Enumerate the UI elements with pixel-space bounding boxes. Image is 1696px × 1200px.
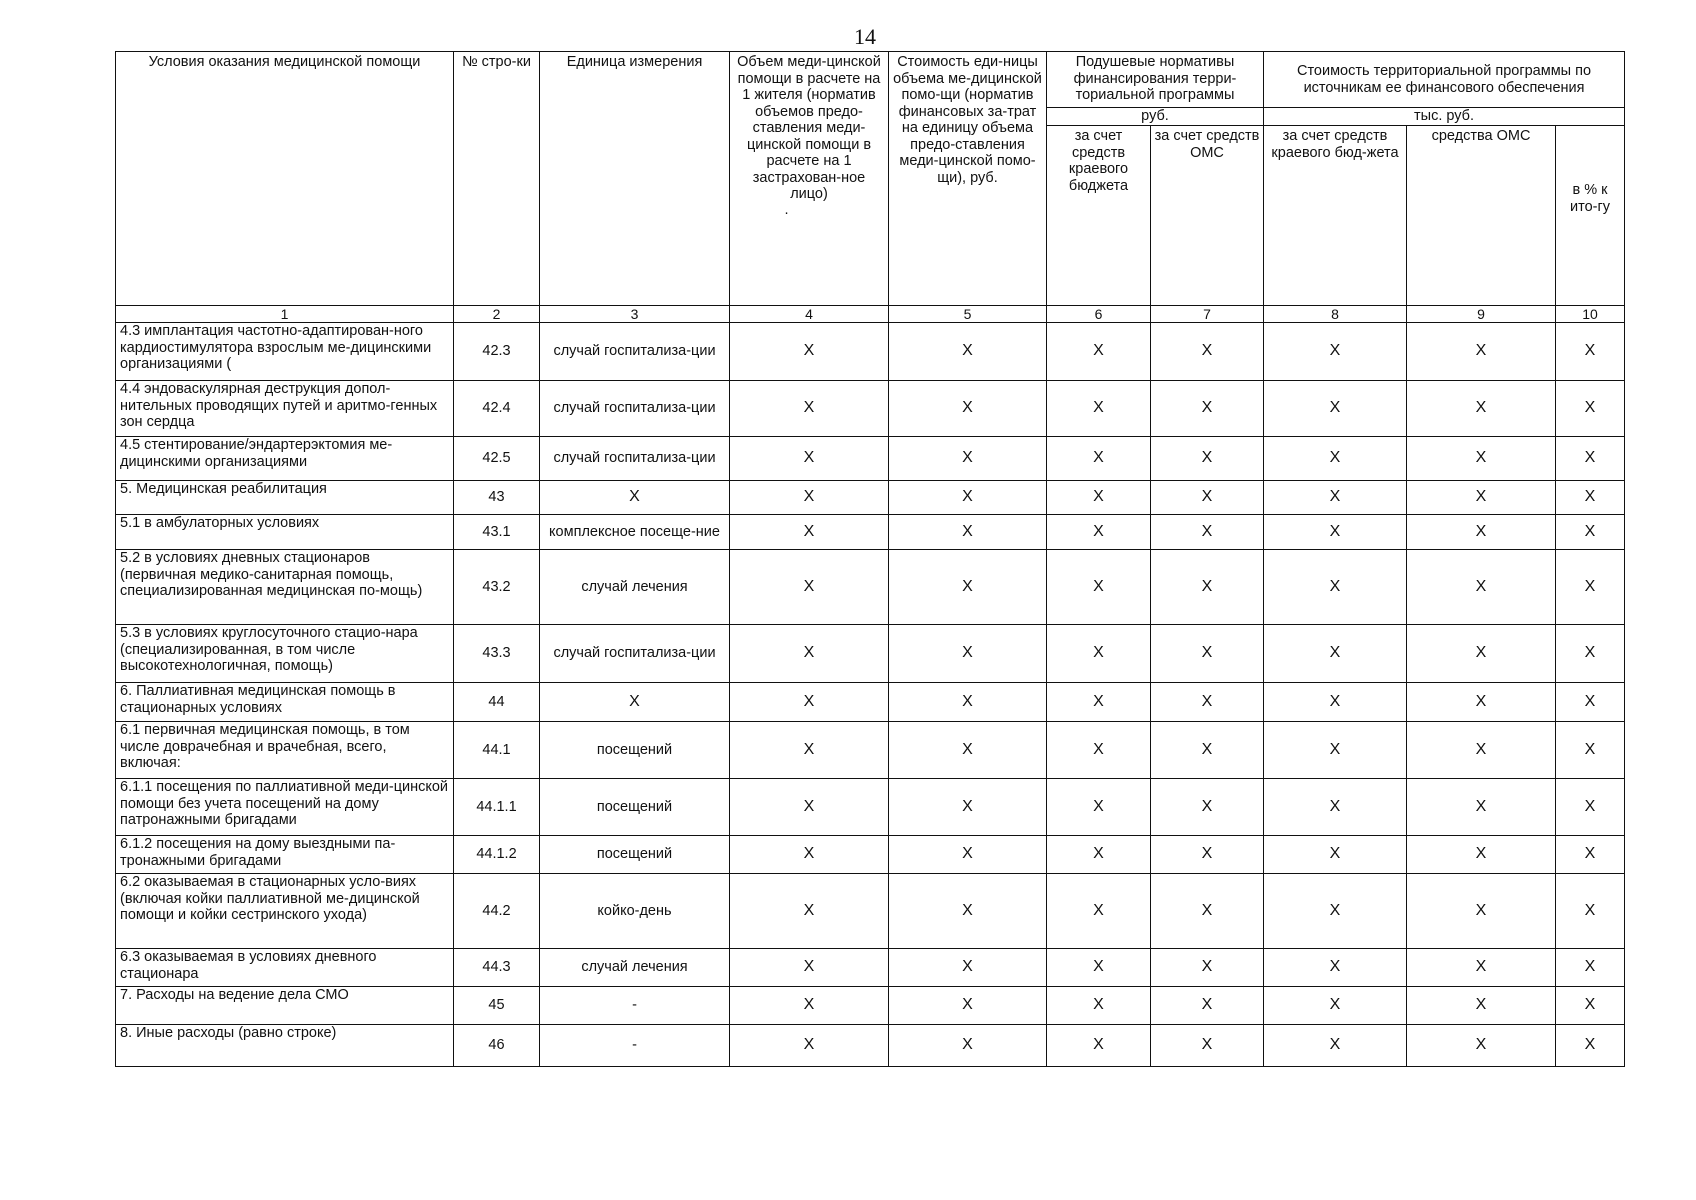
table-row: [116, 836, 1625, 874]
row-value-col4: X: [730, 874, 889, 949]
row-condition: 6.1.1 посещения по паллиативной меди-цинской помощи без учета посещений на дому патронажными бригадами: [116, 779, 454, 836]
row-value-col5: X: [889, 874, 1047, 949]
header-volume-text: Объем меди-цинской помощи в расчете на 1 жителя (норматив объемов предо-ставления меди-цинской помощи в расчете на 1 застрахован-ное лицо): [737, 54, 881, 202]
row-value-col5: X: [889, 550, 1047, 625]
row-value-col8: X: [1264, 1025, 1407, 1067]
row-value-col6: X: [1047, 437, 1151, 481]
row-value-col7: X: [1151, 437, 1264, 481]
row-value-col4: X: [730, 515, 889, 550]
header-cost: Стоимость еди-ницы объема ме-дицинской помо-щи (норматив финансовых за-трат на единицу объема предо-ставления меди-цинской помо-щи), руб.: [889, 52, 1047, 306]
row-value-col5: X: [889, 515, 1047, 550]
row-condition: 8. Иные расходы (равно строке): [116, 1025, 454, 1067]
row-value-col4: X: [730, 779, 889, 836]
row-condition: 5.3 в условиях круглосуточного стацио-нара (специализированная, в том числе высокотехнологичная, помощь): [116, 625, 454, 683]
row-unit: комплексное посеще-ние: [540, 515, 730, 550]
row-value-col7: X: [1151, 722, 1264, 779]
column-number: 4: [730, 306, 889, 323]
header-col8: за счет средств краевого бюд-жета: [1264, 126, 1407, 306]
row-value-col10: X: [1556, 779, 1625, 836]
row-value-col6: X: [1047, 625, 1151, 683]
row-value-col4: X: [730, 550, 889, 625]
header-row-number: № стро-ки: [454, 52, 540, 306]
column-number-row: [116, 306, 1625, 323]
row-condition: 6.1.2 посещения на дому выездными па-тронажными бригадами: [116, 836, 454, 874]
row-unit: посещений: [540, 722, 730, 779]
row-value-col9: X: [1407, 1025, 1556, 1067]
row-value-col9: X: [1407, 481, 1556, 515]
row-condition: 4.3 имплантация частотно-адаптирован-ного кардиостимулятора взрослым ме-дицинскими организациями (: [116, 323, 454, 381]
row-condition: 6. Паллиативная медицинская помощь в стационарных условиях: [116, 683, 454, 722]
row-value-col6: X: [1047, 515, 1151, 550]
row-value-col8: X: [1264, 625, 1407, 683]
row-number: 43.3: [454, 625, 540, 683]
row-number: 44.3: [454, 949, 540, 987]
row-value-col8: X: [1264, 949, 1407, 987]
row-value-col10: X: [1556, 323, 1625, 381]
column-number: 7: [1151, 306, 1264, 323]
row-value-col9: X: [1407, 381, 1556, 437]
table-body: [116, 323, 1625, 1067]
row-value-col6: X: [1047, 779, 1151, 836]
row-value-col10: X: [1556, 836, 1625, 874]
table-row: [116, 515, 1625, 550]
row-value-col10: X: [1556, 481, 1625, 515]
row-value-col10: X: [1556, 949, 1625, 987]
row-value-col6: X: [1047, 683, 1151, 722]
row-value-col7: X: [1151, 987, 1264, 1025]
row-value-col9: X: [1407, 874, 1556, 949]
row-value-col9: X: [1407, 323, 1556, 381]
row-value-col7: X: [1151, 836, 1264, 874]
table-row: [116, 722, 1625, 779]
column-number: 2: [454, 306, 540, 323]
header-volume: [730, 52, 889, 306]
header-program-cost: Стоимость территориальной программы по источникам ее финансового обеспечения: [1264, 52, 1625, 108]
header-per-capita-unit: руб.: [1047, 108, 1264, 126]
table-row: [116, 381, 1625, 437]
table-row: [116, 874, 1625, 949]
row-value-col9: X: [1407, 836, 1556, 874]
row-value-col5: X: [889, 1025, 1047, 1067]
row-value-col4: X: [730, 1025, 889, 1067]
row-number: 44.2: [454, 874, 540, 949]
row-condition: 7. Расходы на ведение дела СМО: [116, 987, 454, 1025]
header-volume-dot: ·: [784, 204, 789, 221]
row-number: 42.4: [454, 381, 540, 437]
header-per-capita: Подушевые нормативы финансирования терри-ториальной программы: [1047, 52, 1264, 108]
row-value-col4: X: [730, 323, 889, 381]
row-condition: 4.5 стентирование/эндартерэктомия ме-дицинскими организациями: [116, 437, 454, 481]
row-condition: 6.2 оказываемая в стационарных усло-виях (включая койки паллиативной ме-дицинской помощи и койки сестринского ухода): [116, 874, 454, 949]
row-value-col8: X: [1264, 987, 1407, 1025]
row-value-col9: X: [1407, 550, 1556, 625]
row-value-col5: X: [889, 722, 1047, 779]
header-col6: за счет средств краевого бюджета: [1047, 126, 1151, 306]
row-unit: случай госпитализа-ции: [540, 323, 730, 381]
row-value-col6: X: [1047, 987, 1151, 1025]
table-row: [116, 323, 1625, 381]
row-value-col5: X: [889, 437, 1047, 481]
row-value-col8: X: [1264, 381, 1407, 437]
row-number: 44.1.2: [454, 836, 540, 874]
row-value-col4: X: [730, 987, 889, 1025]
row-value-col7: X: [1151, 874, 1264, 949]
row-condition: 5.2 в условиях дневных стационаров (первичная медико-санитарная помощь, специализированная медицинская по-мощь): [116, 550, 454, 625]
row-value-col4: X: [730, 836, 889, 874]
row-value-col5: X: [889, 323, 1047, 381]
row-value-col6: X: [1047, 550, 1151, 625]
row-value-col9: X: [1407, 625, 1556, 683]
row-value-col9: X: [1407, 515, 1556, 550]
row-value-col7: X: [1151, 323, 1264, 381]
row-number: 44.1.1: [454, 779, 540, 836]
row-value-col6: X: [1047, 381, 1151, 437]
row-value-col5: X: [889, 779, 1047, 836]
row-value-col8: X: [1264, 722, 1407, 779]
table-row: [116, 779, 1625, 836]
row-unit: посещений: [540, 836, 730, 874]
header-conditions: Условия оказания медицинской помощи: [116, 52, 454, 306]
row-unit: случай лечения: [540, 550, 730, 625]
row-value-col4: X: [730, 625, 889, 683]
row-value-col8: X: [1264, 836, 1407, 874]
row-value-col7: X: [1151, 779, 1264, 836]
row-value-col4: X: [730, 722, 889, 779]
row-value-col8: X: [1264, 481, 1407, 515]
row-condition: 4.4 эндоваскулярная деструкция допол-нительных проводящих путей и аритмо-генных зон сердца: [116, 381, 454, 437]
header-col10: в % к ито-гу: [1556, 126, 1625, 306]
row-unit: X: [540, 481, 730, 515]
row-value-col8: X: [1264, 515, 1407, 550]
column-number: 10: [1556, 306, 1625, 323]
row-value-col9: X: [1407, 779, 1556, 836]
header-col9: средства ОМС: [1407, 126, 1556, 306]
row-value-col10: X: [1556, 683, 1625, 722]
row-value-col5: X: [889, 987, 1047, 1025]
row-value-col10: X: [1556, 515, 1625, 550]
row-number: 46: [454, 1025, 540, 1067]
row-unit: случай госпитализа-ции: [540, 437, 730, 481]
column-number: 9: [1407, 306, 1556, 323]
row-value-col6: X: [1047, 874, 1151, 949]
row-value-col6: X: [1047, 481, 1151, 515]
row-value-col5: X: [889, 683, 1047, 722]
row-unit: случай лечения: [540, 949, 730, 987]
row-number: 43.2: [454, 550, 540, 625]
row-unit: X: [540, 683, 730, 722]
row-condition: 6.1 первичная медицинская помощь, в том числе доврачебная и врачебная, всего, включая:: [116, 722, 454, 779]
header-program-cost-unit: тыс. руб.: [1264, 108, 1625, 126]
row-value-col9: X: [1407, 987, 1556, 1025]
row-value-col10: X: [1556, 550, 1625, 625]
row-value-col9: X: [1407, 949, 1556, 987]
row-condition: 6.3 оказываемая в условиях дневного стационара: [116, 949, 454, 987]
row-value-col4: X: [730, 683, 889, 722]
row-unit: случай госпитализа-ции: [540, 625, 730, 683]
row-value-col6: X: [1047, 323, 1151, 381]
row-value-col4: X: [730, 949, 889, 987]
row-value-col10: X: [1556, 437, 1625, 481]
row-value-col4: X: [730, 381, 889, 437]
table-row: [116, 949, 1625, 987]
table-row: [116, 683, 1625, 722]
row-value-col10: X: [1556, 722, 1625, 779]
row-value-col8: X: [1264, 550, 1407, 625]
row-value-col5: X: [889, 481, 1047, 515]
row-value-col7: X: [1151, 481, 1264, 515]
column-number: 1: [116, 306, 454, 323]
row-value-col5: X: [889, 836, 1047, 874]
table-row: [116, 625, 1625, 683]
row-value-col10: X: [1556, 874, 1625, 949]
page-number: 14: [854, 24, 876, 49]
header-unit: Единица измерения: [540, 52, 730, 306]
table-row: [116, 1025, 1625, 1067]
row-unit: случай госпитализа-ции: [540, 381, 730, 437]
column-number: 5: [889, 306, 1047, 323]
header-col7: за счет средств ОМС: [1151, 126, 1264, 306]
row-value-col7: X: [1151, 515, 1264, 550]
row-value-col10: X: [1556, 381, 1625, 437]
row-value-col4: X: [730, 481, 889, 515]
row-value-col7: X: [1151, 625, 1264, 683]
row-value-col10: X: [1556, 987, 1625, 1025]
funding-table: [115, 51, 1625, 1067]
row-number: 42.5: [454, 437, 540, 481]
column-number: 3: [540, 306, 730, 323]
row-condition: 5. Медицинская реабилитация: [116, 481, 454, 515]
row-value-col4: X: [730, 437, 889, 481]
row-number: 43.1: [454, 515, 540, 550]
column-number: 6: [1047, 306, 1151, 323]
row-value-col5: X: [889, 381, 1047, 437]
row-value-col8: X: [1264, 683, 1407, 722]
row-value-col8: X: [1264, 437, 1407, 481]
row-value-col7: X: [1151, 1025, 1264, 1067]
row-value-col6: X: [1047, 1025, 1151, 1067]
table-row: [116, 987, 1625, 1025]
row-value-col7: X: [1151, 381, 1264, 437]
row-value-col6: X: [1047, 722, 1151, 779]
table-row: [116, 437, 1625, 481]
row-unit: койко-день: [540, 874, 730, 949]
row-number: 43: [454, 481, 540, 515]
row-condition: 5.1 в амбулаторных условиях: [116, 515, 454, 550]
row-value-col7: X: [1151, 550, 1264, 625]
row-value-col9: X: [1407, 683, 1556, 722]
row-number: 45: [454, 987, 540, 1025]
row-value-col9: X: [1407, 437, 1556, 481]
row-unit: посещений: [540, 779, 730, 836]
row-value-col8: X: [1264, 779, 1407, 836]
row-value-col10: X: [1556, 625, 1625, 683]
row-number: 42.3: [454, 323, 540, 381]
row-value-col5: X: [889, 949, 1047, 987]
table-row: [116, 550, 1625, 625]
row-value-col8: X: [1264, 874, 1407, 949]
row-value-col9: X: [1407, 722, 1556, 779]
row-value-col5: X: [889, 625, 1047, 683]
row-value-col7: X: [1151, 949, 1264, 987]
row-unit: -: [540, 987, 730, 1025]
table-row: [116, 481, 1625, 515]
row-number: 44.1: [454, 722, 540, 779]
row-value-col6: X: [1047, 836, 1151, 874]
row-unit: -: [540, 1025, 730, 1067]
row-value-col7: X: [1151, 683, 1264, 722]
row-value-col10: X: [1556, 1025, 1625, 1067]
row-value-col8: X: [1264, 323, 1407, 381]
column-number: 8: [1264, 306, 1407, 323]
row-number: 44: [454, 683, 540, 722]
row-value-col6: X: [1047, 949, 1151, 987]
